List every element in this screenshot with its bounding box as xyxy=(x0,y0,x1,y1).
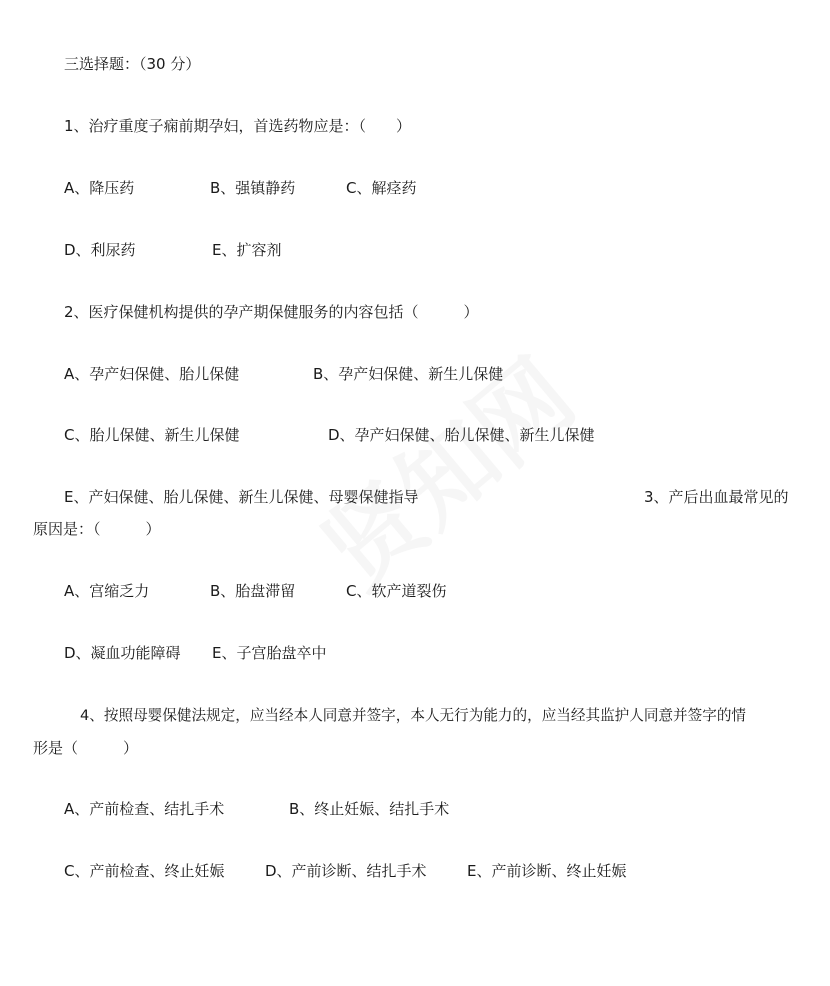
q3-option-b: B、胎盘滞留 xyxy=(210,582,296,600)
q2-option-c: C、胎儿保健、新生儿保健 xyxy=(64,426,240,444)
question-1-stem: 1、治疗重度子痫前期孕妇，首选药物应是：（ ） xyxy=(64,117,412,135)
section-title: 三选择题：（30 分） xyxy=(64,55,201,73)
q4-option-d: D、产前诊断、结扎手术 xyxy=(265,862,427,880)
q3-option-a: A、宫缩乏力 xyxy=(64,582,150,600)
q1-option-a: A、降压药 xyxy=(64,179,135,197)
question-3-stem: 3、产后出血最常见的 xyxy=(644,488,789,506)
q2-option-b: B、孕产妇保健、新生儿保健 xyxy=(313,365,504,383)
question-4-stem-cont: 形是（ ） xyxy=(33,739,139,757)
question-2-stem: 2、医疗保健机构提供的孕产期保健服务的内容包括（ ） xyxy=(64,303,479,321)
q4-option-a: A、产前检查、结扎手术 xyxy=(64,800,225,818)
q2-option-e: E、产妇保健、胎儿保健、新生儿保健、母婴保健指导 xyxy=(64,488,419,506)
q1-option-b: B、强镇静药 xyxy=(210,179,296,197)
q2-option-d: D、孕产妇保健、胎儿保健、新生儿保健 xyxy=(328,426,595,444)
q1-option-d: D、利尿药 xyxy=(64,241,136,259)
q2-option-a: A、孕产妇保健、胎儿保健 xyxy=(64,365,240,383)
q3-option-c: C、软产道裂伤 xyxy=(346,582,447,600)
q4-option-c: C、产前检查、终止妊娠 xyxy=(64,862,225,880)
q4-option-e: E、产前诊断、终止妊娠 xyxy=(467,862,627,880)
question-4-stem: 4、按照母婴保健法规定，应当经本人同意并签字，本人无行为能力的，应当经其监护人同意并签字的情 xyxy=(80,707,747,724)
q3-option-d: D、凝血功能障碍 xyxy=(64,644,181,662)
q3-option-e: E、子宫胎盘卒中 xyxy=(212,644,327,662)
q4-option-b: B、终止妊娠、结扎手术 xyxy=(289,800,450,818)
q1-option-e: E、扩容剂 xyxy=(212,241,282,259)
q1-option-c: C、解痉药 xyxy=(346,179,417,197)
question-3-stem-cont: 原因是：（ ） xyxy=(33,520,161,538)
